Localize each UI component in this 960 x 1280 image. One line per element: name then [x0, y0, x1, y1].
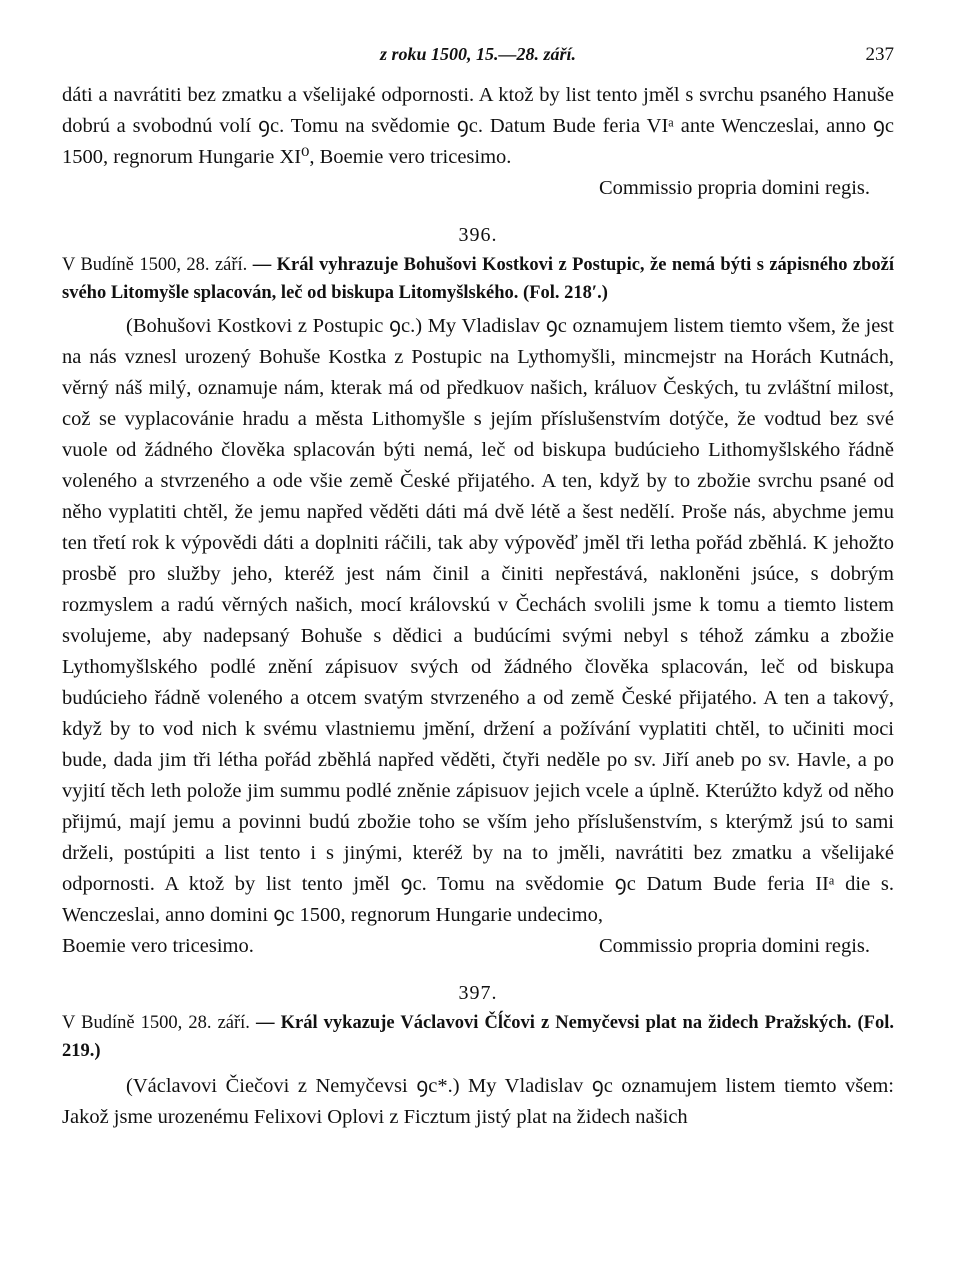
document-regest — [62, 251, 894, 307]
regest-summary: — Král vykazuje Václavovi Čĺčovi z Nemyčevsi plat na židech Pražských. (Fol. 219.) — [62, 1013, 894, 1061]
document-body — [62, 1071, 894, 1133]
running-head: z roku 1500, 15.—28. září. — [379, 44, 577, 64]
regest-summary: — Král vyhrazuje Bohušovi Kostkovi z Postupic, že nemá býti s zápisného zboží svého Litomyšle splacován, leč od biskupa Litomyšlského. (Fol. 218′.) — [62, 255, 894, 303]
regest-date: V Budíně 1500, 28. září. — [62, 1013, 250, 1033]
document-body-text: (Václavovi Čiečovi z Nemyčevsi ꝯc*.) My Vladislav ꝯc oznamujem listem tiemto všem: Jakož jsme urozenému Felixovi Oplovi z Ficztum jistý plat na židech našich — [62, 1075, 894, 1128]
closing-dating: Boemie vero tricesimo. — [62, 935, 254, 957]
document-397 — [62, 982, 894, 1133]
continuation-paragraph: dáti a navrátiti bez zmatku a všelijaké odpornosti. A ktož by list tento jměl s svrchu psaného Hanuše dobrú a svobodnú volí ꝯc. Tomu na svědomie ꝯc. Datum Bude feria VIᵃ ante Wenczeslai, anno ꝯc 1500, regnorum Hungarie XI⁰, Boemie vero tricesimo. — [62, 84, 894, 168]
page-header — [62, 40, 894, 70]
document-number: 396. — [458, 224, 498, 246]
book-page — [62, 40, 894, 1133]
document-regest — [62, 1009, 894, 1065]
document-closing — [62, 931, 894, 962]
document-396 — [62, 224, 894, 962]
regest-date: V Budíně 1500, 28. září. — [62, 255, 248, 275]
document-body — [62, 311, 894, 962]
document-number: 397. — [458, 982, 498, 1004]
document-body-text: (Bohušovi Kostkovi z Postupic ꝯc.) My Vladislav ꝯc oznamujem listem tiemto všem, že jest na nás vznesl urozený Bohuše Kostka z Postupic na Lythomyšli, mincmejstr na Horách Kutnách, věrný náš milý, oznamuje nám, kterak má od předkuov našich, králuov Českých, tu zvláštní milost, což se vyplacovánie hradu a města Lithomyšle s jejím příslušenstvím dotýče, že vodtud bez své vuole od žádného člověka splacován býti nemá, leč od biskupa budúcieho Lithomyšlského řádně voleného a stvrzeného a ode všie země České přijatého. A ten, když by to zbožie svrchu psané od něho vyplatiti chtěl, že jemu napřed věděti dáti má dvě létě a šest nedělí. Proše nás, abychme jemu ten třetí rok k výpovědi dáti a doplniti ráčili, tak aby výpověď jměl tři letha pořád zběhlá. K jehožto prosbě pro služby jeho, kteréž jest nám činil a činiti nepřestává, nakloněni jsúce, s dobrým rozmyslem a radú věrných našich, mocí královskú v Čechách svolili jsme k tomu a tiemto listem svolujeme, aby nadepsaný Bohuše s dědici a budúcími svými nebyl s téhož zámku a zbožie Lythomyšlského podlé znění zápisuov svých od žádného člověka splacován, leč od biskupa budúcieho řádně voleného a otcem svatým stvrzeného a od země České přijatého. A ten a takový, když by to vod nich k svému vlastniemu jmění, držení a požívání vyplatiti chtěl, to učiniti moci bude, dada jim tři létha pořád zběhlá napřed věděti, čtyři neděle po sv. Jiří aneb po sv. Havle, a po vyjití těch leth polože jim summu podlé zněnie zápisuov jejich vcele a úplně. Kterúžto když od něho přijmú, mají jemu a povinni budú zbožie toho se vším jeho příslušenstvím, s kterýmž jsú to sami drželi, postúpiti a list tento i s jinými, kteréž by na to jměli, navrátiti bez zmatku a všelijaké odpornosti. A ktož by list tento jměl ꝯc. Tomu na svědomie ꝯc Datum Bude feria IIᵃ die s. Wenczeslai, anno domini ꝯc 1500, regnorum Hungarie undecimo, — [62, 315, 894, 926]
page-number: 237 — [865, 44, 894, 65]
closing-signature: Commissio propria domini regis. — [598, 935, 870, 957]
continuation-signature: Commissio propria domini regis. — [598, 177, 870, 199]
continuation-section — [62, 80, 894, 204]
